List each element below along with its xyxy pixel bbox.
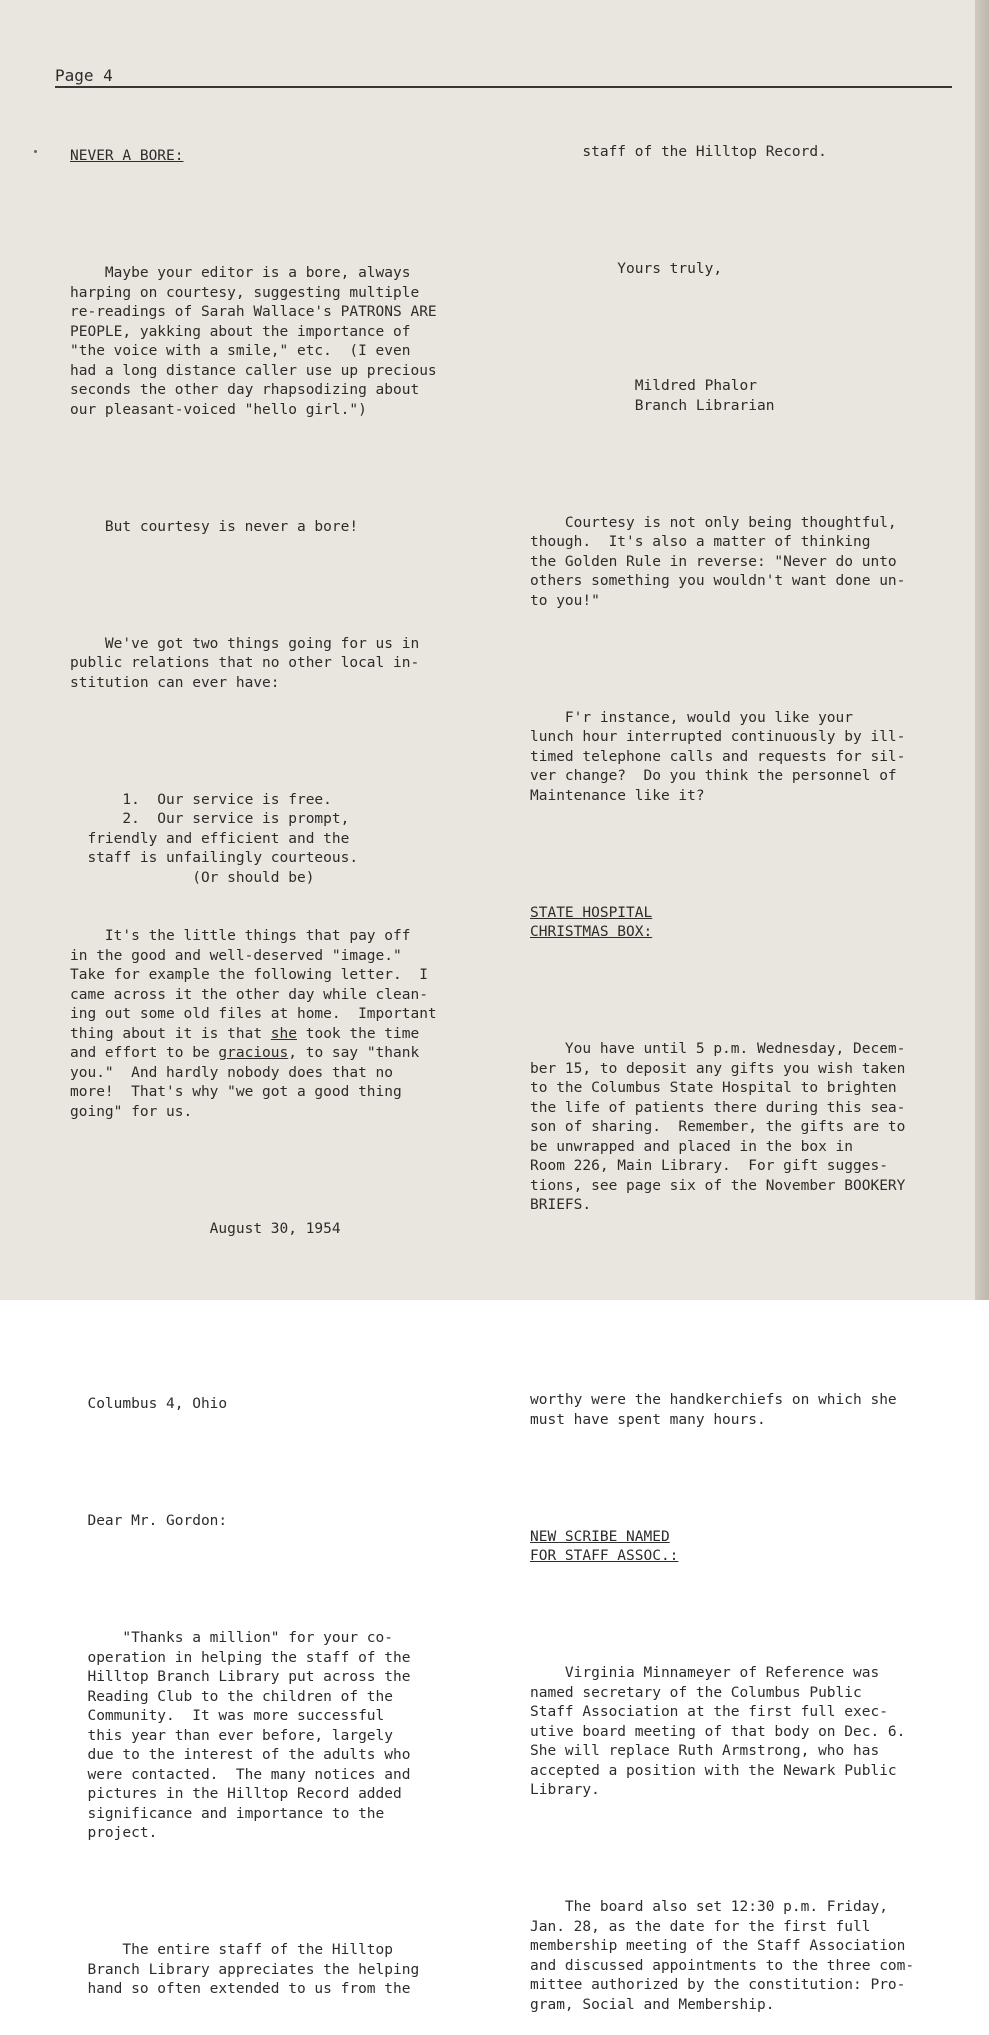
paragraph: worthy were the handkerchiefs on which she must have spent many hours. (530, 1392, 897, 1428)
page-header (55, 66, 952, 85)
page-number: Page 4 (55, 66, 113, 85)
paragraph: We've got two things going for us in public relations that no other local in- stitution can ever have: (70, 635, 420, 691)
paragraph: The board also set 12:30 p.m. Friday, Jan. 28, as the date for the first full membership meeting of the Staff Association and discussed appointments to the three com- mittee authorized by the constitution: Pro- gram, Social and Membership. (530, 1899, 915, 2013)
right-column (530, 104, 970, 2035)
letter-body: "Thanks a million" for your co- operation in helping the staff of the Hilltop Branch Library put across the Reading Club to the children of the Community. It was more successful this year than ever before, largely due to the interest of the adults who were contacted. The many notices and pictures in the Hilltop Record added significance and importance to the project. (70, 1630, 411, 1841)
section-heading-new-scribe: NEW SCRIBE NAMED FOR STAFF ASSOC.: (530, 1528, 679, 1564)
letter-signature: Mildred Phalor Branch Librarian (530, 378, 775, 414)
letter-end: staff of the Hilltop Record. (530, 144, 827, 160)
letter-date: August 30, 1954 (70, 1220, 341, 1237)
paragraph: It's the little things that pay off in the good and well-deserved "image." Take for example the following letter. I came across it the other day while clean- ing out some old files at home. Important thing about it is that she took the time and effort to be gracious, to say "thank you." And hardly nobody does that no more! That's why "we got a good thing going" for us. (70, 928, 437, 1120)
ink-speck (34, 150, 37, 153)
service-list: 1. Our service is free. 2. Our service is prompt, friendly and efficient and the staff is unfailingly courteous. (Or should be) (70, 791, 359, 886)
page-bottom-margin (0, 1300, 989, 1390)
section-heading-never-a-bore: NEVER A BORE: (70, 148, 184, 164)
paragraph: You have until 5 p.m. Wednesday, Decem- ber 15, to deposit any gifts you wish taken to the Columbus State Hospital to brighten the life of patients there during this sea- son of sharing. Remember, the gifts are to be unwrapped and placed in the box in Room 226, Main Library. For gift sugges- tions, see page six of the November BOOKERY BRIEFS. (530, 1041, 906, 1213)
left-column (70, 108, 500, 2019)
section-heading-state-hospital: STATE HOSPITAL CHRISTMAS BOX: (530, 904, 653, 940)
paragraph: Courtesy is not only being thoughtful, though. It's also a matter of thinking the Golden Rule in reverse: "Never do unto others something you wouldn't want done un- to you!" (530, 514, 906, 609)
letter-body: The entire staff of the Hilltop Branch Library appreciates the helping hand so often extended to us from the (70, 1942, 420, 1997)
header-rule (55, 86, 952, 88)
paragraph: Maybe your editor is a bore, always harping on courtesy, suggesting multiple re-readings of Sarah Wallace's PATRONS ARE PEOPLE, yakking about the importance of "the voice with a smile," etc. (I even had a long distance caller use up precious seconds the other day rhapsodizing about our pleasant-voiced "hello girl.") (70, 265, 437, 418)
letter-salutation: Dear Mr. Gordon: (70, 1513, 228, 1529)
paragraph: F'r instance, would you like your lunch hour interrupted continuously by ill- timed telephone calls and requests for sil- ver change? Do you think the personnel of Maintenance like it? (530, 709, 906, 804)
letter-closing: Yours truly, (530, 261, 723, 277)
paragraph: Virginia Minnameyer of Reference was named secretary of the Columbus Public Staff Association at the first full exec- utive board meeting of that body on Dec. 6. She will replace Ruth Armstrong, who has accepted a position with the Newark Public Library. (530, 1665, 906, 1798)
paper-edge (975, 0, 989, 1300)
paragraph: But courtesy is never a bore! (70, 518, 359, 535)
letter-address: Columbus 4, Ohio (70, 1396, 228, 1412)
